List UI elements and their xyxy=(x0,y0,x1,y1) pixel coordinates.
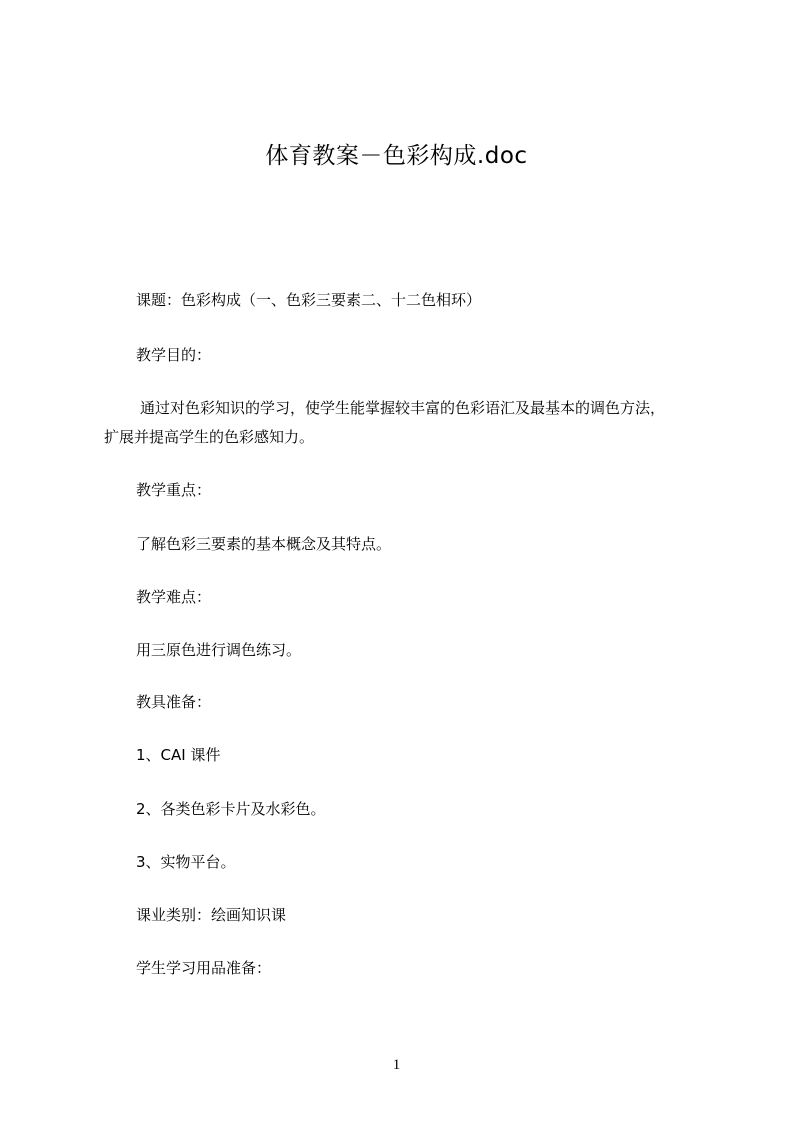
page-number: 1 xyxy=(392,1057,401,1073)
teaching-goal-text-line-2: 扩展并提高学生的色彩感知力。 xyxy=(104,428,315,446)
teaching-aid-item-2: 2、各类色彩卡片及水彩色。 xyxy=(136,800,326,818)
student-supplies-heading: 学生学习用品准备： xyxy=(136,959,272,977)
document-title: 体育教案－色彩构成.doc xyxy=(265,143,528,169)
difficulties-heading: 教学难点： xyxy=(136,588,212,606)
difficulties-text: 用三原色进行调色练习。 xyxy=(136,641,302,659)
lesson-topic: 课题：色彩构成（一、色彩三要素二、十二色相环） xyxy=(136,291,482,309)
lesson-category: 课业类别：绘画知识课 xyxy=(136,906,287,924)
teaching-goal-heading: 教学目的： xyxy=(136,346,212,364)
key-points-text: 了解色彩三要素的基本概念及其特点。 xyxy=(136,535,392,553)
key-points-heading: 教学重点： xyxy=(136,481,212,499)
teaching-aids-heading: 教具准备： xyxy=(136,693,212,711)
teaching-goal-text-line-1: 通过对色彩知识的学习，使学生能掌握较丰富的色彩语汇及最基本的调色方法， xyxy=(140,399,666,417)
teaching-aid-item-3: 3、实物平台。 xyxy=(136,853,236,871)
teaching-aid-item-1: 1、CAI 课件 xyxy=(136,746,221,764)
